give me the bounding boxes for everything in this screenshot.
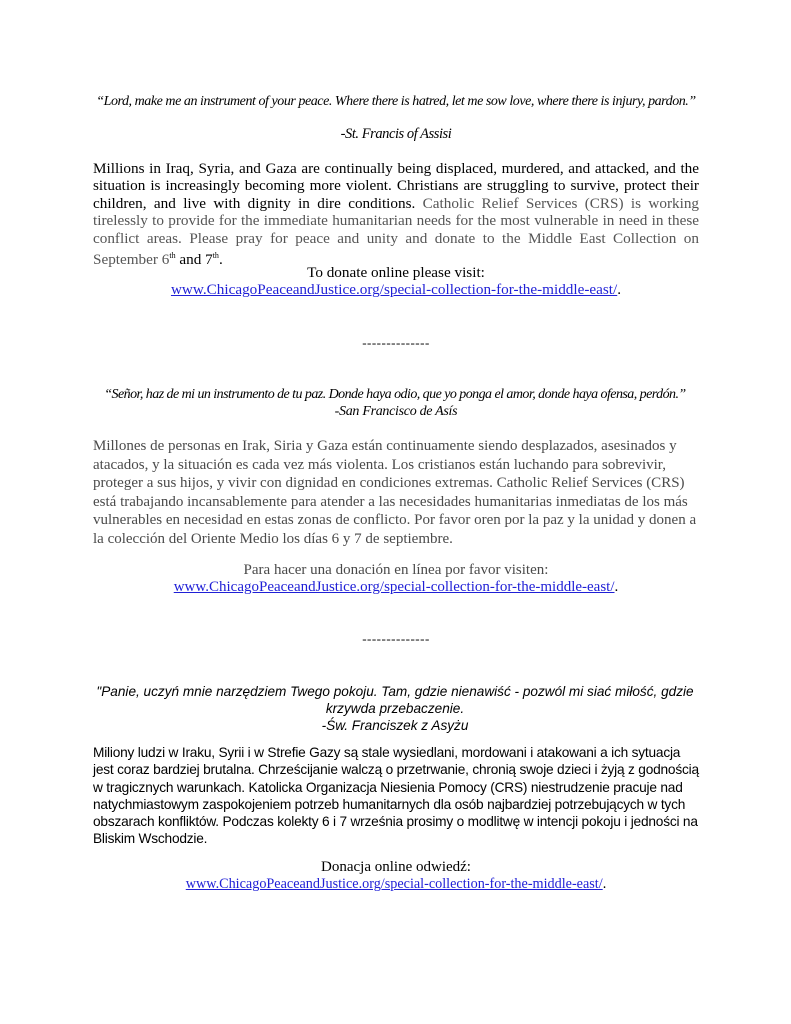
english-and: and 7 [175, 251, 213, 269]
english-quote: “Lord, make me an instrument of your peace. Where there is hatred, let me sow love, where there is injury, pardon.” [96, 94, 696, 109]
english-paragraph [93, 160, 699, 269]
polish-link-period: . [602, 876, 607, 893]
polish-attribution: -Św. Franciszek z Asyżu [321, 718, 469, 733]
polish-donate-block [93, 859, 699, 894]
spanish-quote: “Señor, haz de mi un instrumento de tu paz. Donde haya odio, que yo ponga el amor, donde haya ofensa, perdón.” [104, 387, 686, 402]
separator-2: -------------- [362, 631, 430, 646]
separator-1: -------------- [362, 335, 430, 350]
english-para-part1: Millions in Iraq, Syria, and Gaza are continually being displaced, murdered, and attacked, and the situation is increasingly becoming more violent. Christians are struggling to survive, protect their children, and live with dignity in dire conditions. [93, 160, 699, 212]
english-para-part2: Catholic Relief Services (CRS) is working tirelessly to provide for the immediate humanitarian needs for the most vulnerable in need in these conflict areas. [93, 194, 700, 247]
polish-paragraph: Miliony ludzi w Iraku, Syrii i w Strefie Gazy są stale wysiedlani, mordowani i atakowani a ich sytuacja jest coraz bardziej brutalna. Chrześcijanie walczą o przetrwanie, chronią swoje dzieci i żyją z godnością w tragicznych warunkach. Katolicka Organizacja Niesienia Pomocy (CRS) niestrudzenie pracuje nad natychmiastowym zaspokojeniem potrzeb humanitarnych dla osób najbardziej potrzebujących w tych obszarach konfliktów. Podczas kolekty 6 i 7 września prosimy o modlitwę w intencji pokoju i jedności na Bliskim Wschodzie. [93, 745, 699, 847]
spanish-donate-link[interactable]: www.ChicagoPeaceandJustice.org/special-collection-for-the-middle-east/ [173, 579, 615, 596]
spanish-attribution: -San Francisco de Asís [334, 404, 458, 419]
english-sup-6th: th [169, 251, 176, 261]
english-para-part3: Please pray for peace and unity and donate to the Middle East Collection on September 6 [93, 229, 699, 269]
polish-link-line [93, 876, 699, 893]
english-donate-label: To donate online please visit: [307, 264, 485, 281]
english-link-period: . [617, 281, 622, 299]
polish-donate-link[interactable]: www.ChicagoPeaceandJustice.org/special-collection-for-the-middle-east/ [185, 876, 603, 893]
spanish-link-period: . [614, 579, 619, 596]
english-donate-link[interactable]: www.ChicagoPeaceandJustice.org/special-collection-for-the-middle-east/ [170, 281, 618, 299]
polish-quote-line2: krzywda przebaczenie. [325, 701, 465, 716]
english-attribution: -St. Francis of Assisi [340, 126, 452, 142]
polish-quote-line1: "Panie, uczyń mnie narzędziem Twego pokoju. Tam, gdzie nienawiść - pozwól mi siać miłość, gdzie [96, 684, 694, 699]
english-end-period: . [218, 251, 223, 269]
spanish-link-line [93, 579, 699, 596]
english-link-line [93, 281, 699, 298]
spanish-donate-block [93, 562, 699, 597]
polish-quote [80, 683, 710, 734]
polish-donate-label: Donacja online odwiedź: [321, 859, 471, 875]
spanish-donate-label: Para hacer una donación en línea por favor visiten: [243, 562, 549, 578]
spanish-paragraph: Millones de personas en Irak, Siria y Gaza están continuamente siendo desplazados, asesinados y atacados, y la situación es cada vez más violenta. Los cristianos están luchando para sobrevivir, proteger a sus hijos, y vivir con dignidad en condiciones extremas. Catholic Relief Services (CRS) está trabajando incansablemente para atender a las necesidades humanitarias inmediatas de los más vulnerables en necesidad en estas zonas de conflicto. Por favor oren por la paz y la unidad y donen a la colección del Oriente Medio los días 6 y 7 de septiembre. [93, 438, 697, 547]
english-sup-7th: th [212, 251, 219, 261]
english-donate-block [93, 264, 699, 299]
